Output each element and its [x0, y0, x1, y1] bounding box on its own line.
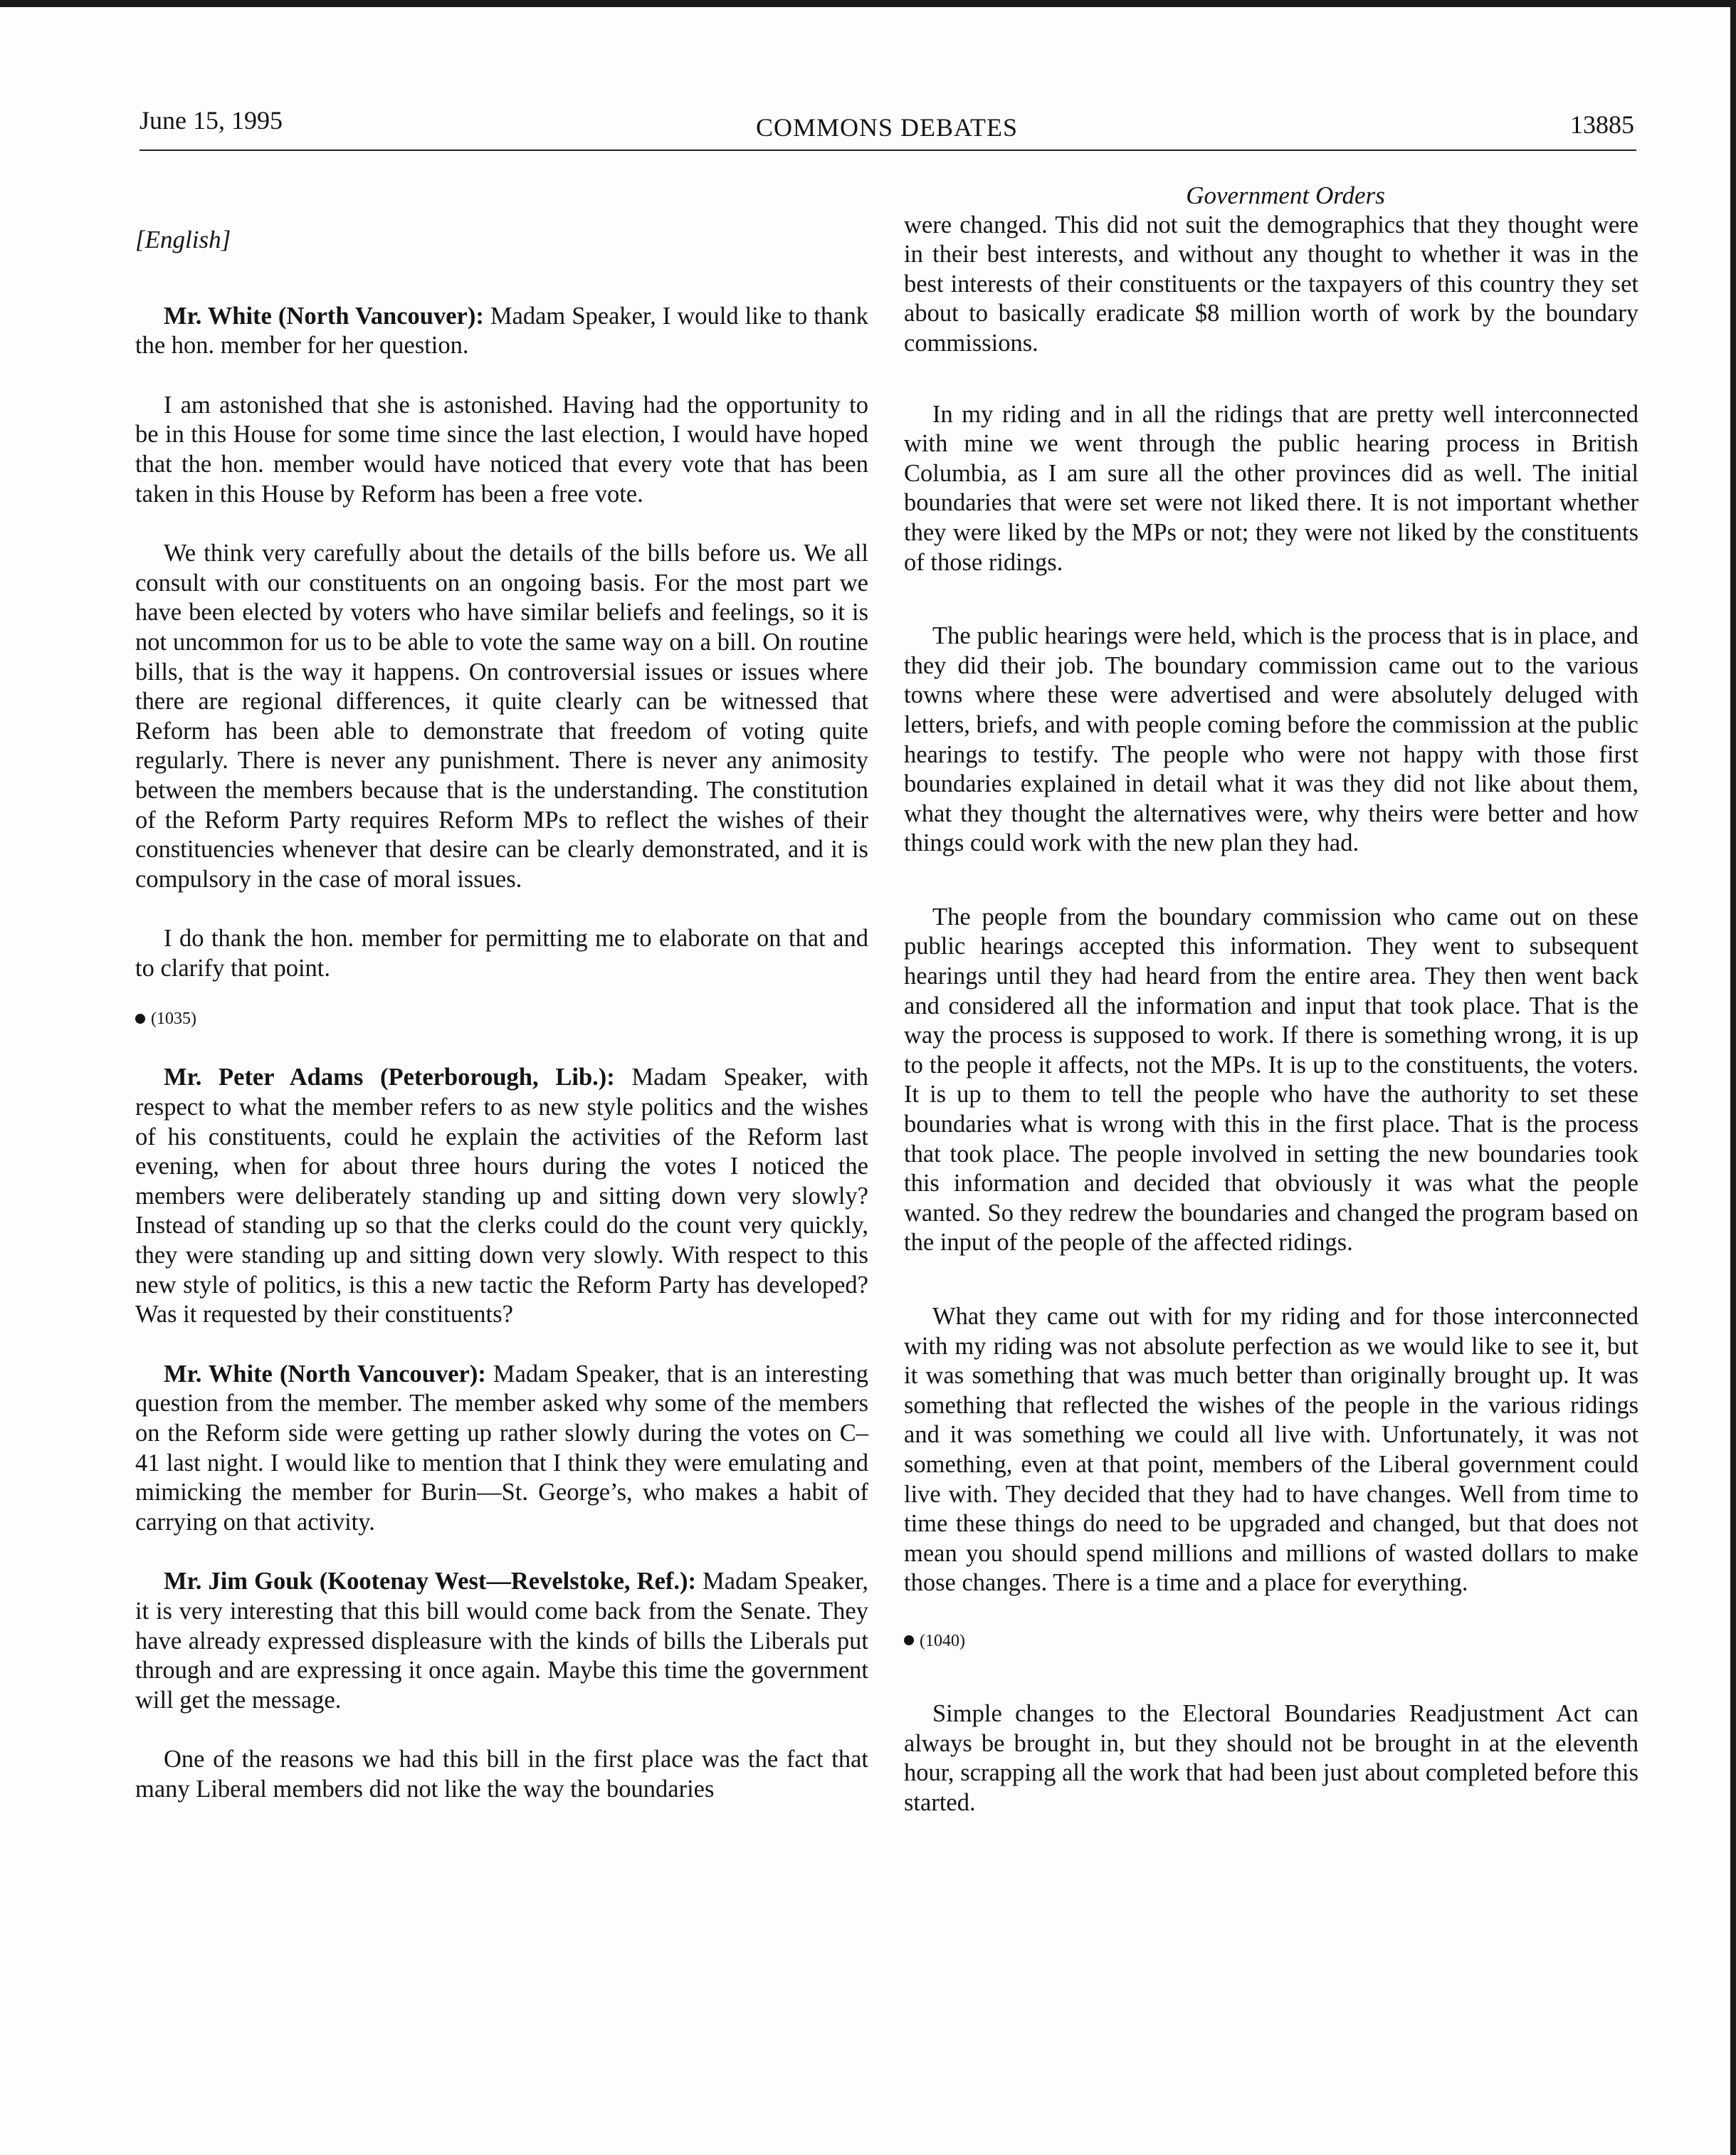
- speaker-name: Mr. White (North Vancouver):: [164, 1360, 486, 1388]
- paragraph: We think very carefully about the details of the bills before us. We all consult with our constituents on an ongoing basis. For the most part we have been elected by voters who have similar beliefs and feelings, so it is not uncommon for us to be able to vote the same way on a bill. On routine bills, that is the way it happens. On controversial issues or issues where there are regional differences, it quite clearly can be witnessed that Reform has been able to demonstrate that freedom of voting quite regularly. There is never any punishment. There is never any animosity between the members because that is the understanding. The constitution of the Reform Party requires Reform MPs to reflect the wishes of their constituencies whenever that desire can be clearly demonstrated, and it is compulsory in the case of moral issues.: [135, 540, 868, 893]
- language-marker: [English]: [135, 226, 231, 253]
- paragraph: I am astonished that she is astonished. Having had the opportunity to be in this House for some time since the last election, I would have hoped that the hon. member would have noticed that every vote that has been taken in this House by Reform has been a free vote.: [135, 391, 868, 508]
- paragraph: were changed. This did not suit the demographics that they thought were in their best interests, and without any thought to whether it was in the best interests of their constituents or the taxpayers of this country they set about to basically eradicate $8 million worth of work by the boundary commissions.: [904, 211, 1638, 357]
- speech-text: Madam Speaker, I would like to thank the hon. member for her question.: [135, 302, 869, 360]
- paragraph: [135, 1567, 868, 1715]
- paragraph: [135, 1063, 868, 1329]
- bullet-icon: [135, 1014, 145, 1024]
- header-title: COMMONS DEBATES: [755, 113, 1019, 142]
- speech-text: Madam Speaker, that is an interesting question from the member. The member asked why some of the members on the Reform side were getting up rather slowly during the votes on C–41 last night. I would like to mention that I think they were emulating and mimicking the member for Burin—St. George’s, who makes a habit of carrying on that activity.: [135, 1360, 869, 1536]
- bullet-icon: [904, 1635, 914, 1645]
- paragraph: Simple changes to the Electoral Boundaries Readjustment Act can always be brought in, but they should not be brought in at the eleventh hour, scrapping all the work that had been just about completed before this started.: [904, 1699, 1638, 1816]
- speaker-name: Mr. Jim Gouk (Kootenay West—Revelstoke, Ref.):: [164, 1568, 696, 1595]
- time-marker-text: (1040): [920, 1631, 965, 1650]
- header-rule: [140, 150, 1636, 151]
- header-page-number: 13885: [1570, 110, 1634, 139]
- paragraph: One of the reasons we had this bill in the first place was the fact that many Liberal members did not like the way the boundaries: [135, 1746, 868, 1803]
- paragraph: I do thank the hon. member for permitting me to elaborate on that and to clarify that point.: [135, 925, 868, 982]
- paragraph: The public hearings were held, which is the process that is in place, and they did their job. The boundary commission came out to the various towns where these were advertised and were absolutely deluged with letters, briefs, and with people coming before the commission at the public hearings to testify. The people who were not happy with those first boundaries explained in detail what it was they did not like about them, what they thought the alternatives were, why theirs were better and how things could work with the new plan they had.: [904, 622, 1638, 857]
- scan-border-top: [0, 0, 1736, 7]
- time-marker-text: (1035): [151, 1010, 196, 1029]
- paragraph: The people from the boundary commission who came out on these public hearings accepted this information. They went to subsequent hearings until they had heard from the entire area. They then went back and considered all the information and input that took place. That is the way the process is supposed to work. If there is something wrong, it is up to the people it affects, not the MPs. It is up to the constituents, the voters. It is up to them to tell the people who have the authority to set these boundaries what is wrong with this in the first place. That is the process that took place. The people involved in setting the new boundaries took this information and decided that obviously it was what the people wanted. So they redrew the boundaries and changed the program based on the input of the people of the affected ridings.: [904, 903, 1638, 1257]
- speech-text: Madam Speaker, with respect to what the member refers to as new style politics and the wishes of his constituents, could he explain the activities of the Reform last evening, when for about three hours during the votes I noticed the members were deliberately standing up and sitting down very slowly? Instead of standing up so that the clerks could do the count very quickly, they were standing up and sitting down very slowly. With respect to this new style of politics, is this a new tactic the Reform Party has developed? Was it requested by their constituents?: [135, 1064, 868, 1328]
- paragraph: What they came out with for my riding and for those interconnected with my riding was not absolute perfection as we would like to see it, but it was something that was much better than originally brought up. It was something that reflected the wishes of the people in the various ridings and it was something we could all live with. Unfortunately, it was not something, even at that point, members of the Liberal government could live with. They decided that they had to have changes. Well from time to time these things do need to be upgraded and changed, but that does not mean you should spend millions and millions of wasted dollars to make those changes. There is a time and a place for everything.: [904, 1303, 1638, 1597]
- speaker-name: Mr. Peter Adams (Peterborough, Lib.):: [164, 1064, 615, 1091]
- time-marker: [904, 1627, 1638, 1655]
- header-date: June 15, 1995: [140, 106, 283, 135]
- right-column: [904, 181, 1638, 1818]
- speech-text: Madam Speaker, it is very interesting that this bill would come back from the Senate. They have already expressed displeasure with the kinds of bills the Liberals put through and are expressing it once again. Maybe this time the government will get the message.: [135, 1568, 868, 1714]
- paragraph: In my riding and in all the ridings that are pretty well interconnected with mine we went through the public hearing process in British Columbia, as I am sure all the other provinces did as well. The initial boundaries that were set were not liked there. It is not important whether they were liked by the MPs or not; they were not liked by the constituents of those ridings.: [904, 400, 1638, 576]
- time-marker: [135, 1005, 868, 1033]
- paragraph: [135, 302, 868, 361]
- running-header: [140, 100, 1634, 142]
- section-heading: Government Orders: [1186, 182, 1385, 209]
- scan-border-right: [1730, 0, 1736, 2155]
- left-column: [135, 215, 868, 1805]
- speaker-name: Mr. White (North Vancouver):: [164, 302, 484, 330]
- paragraph: [135, 1360, 868, 1538]
